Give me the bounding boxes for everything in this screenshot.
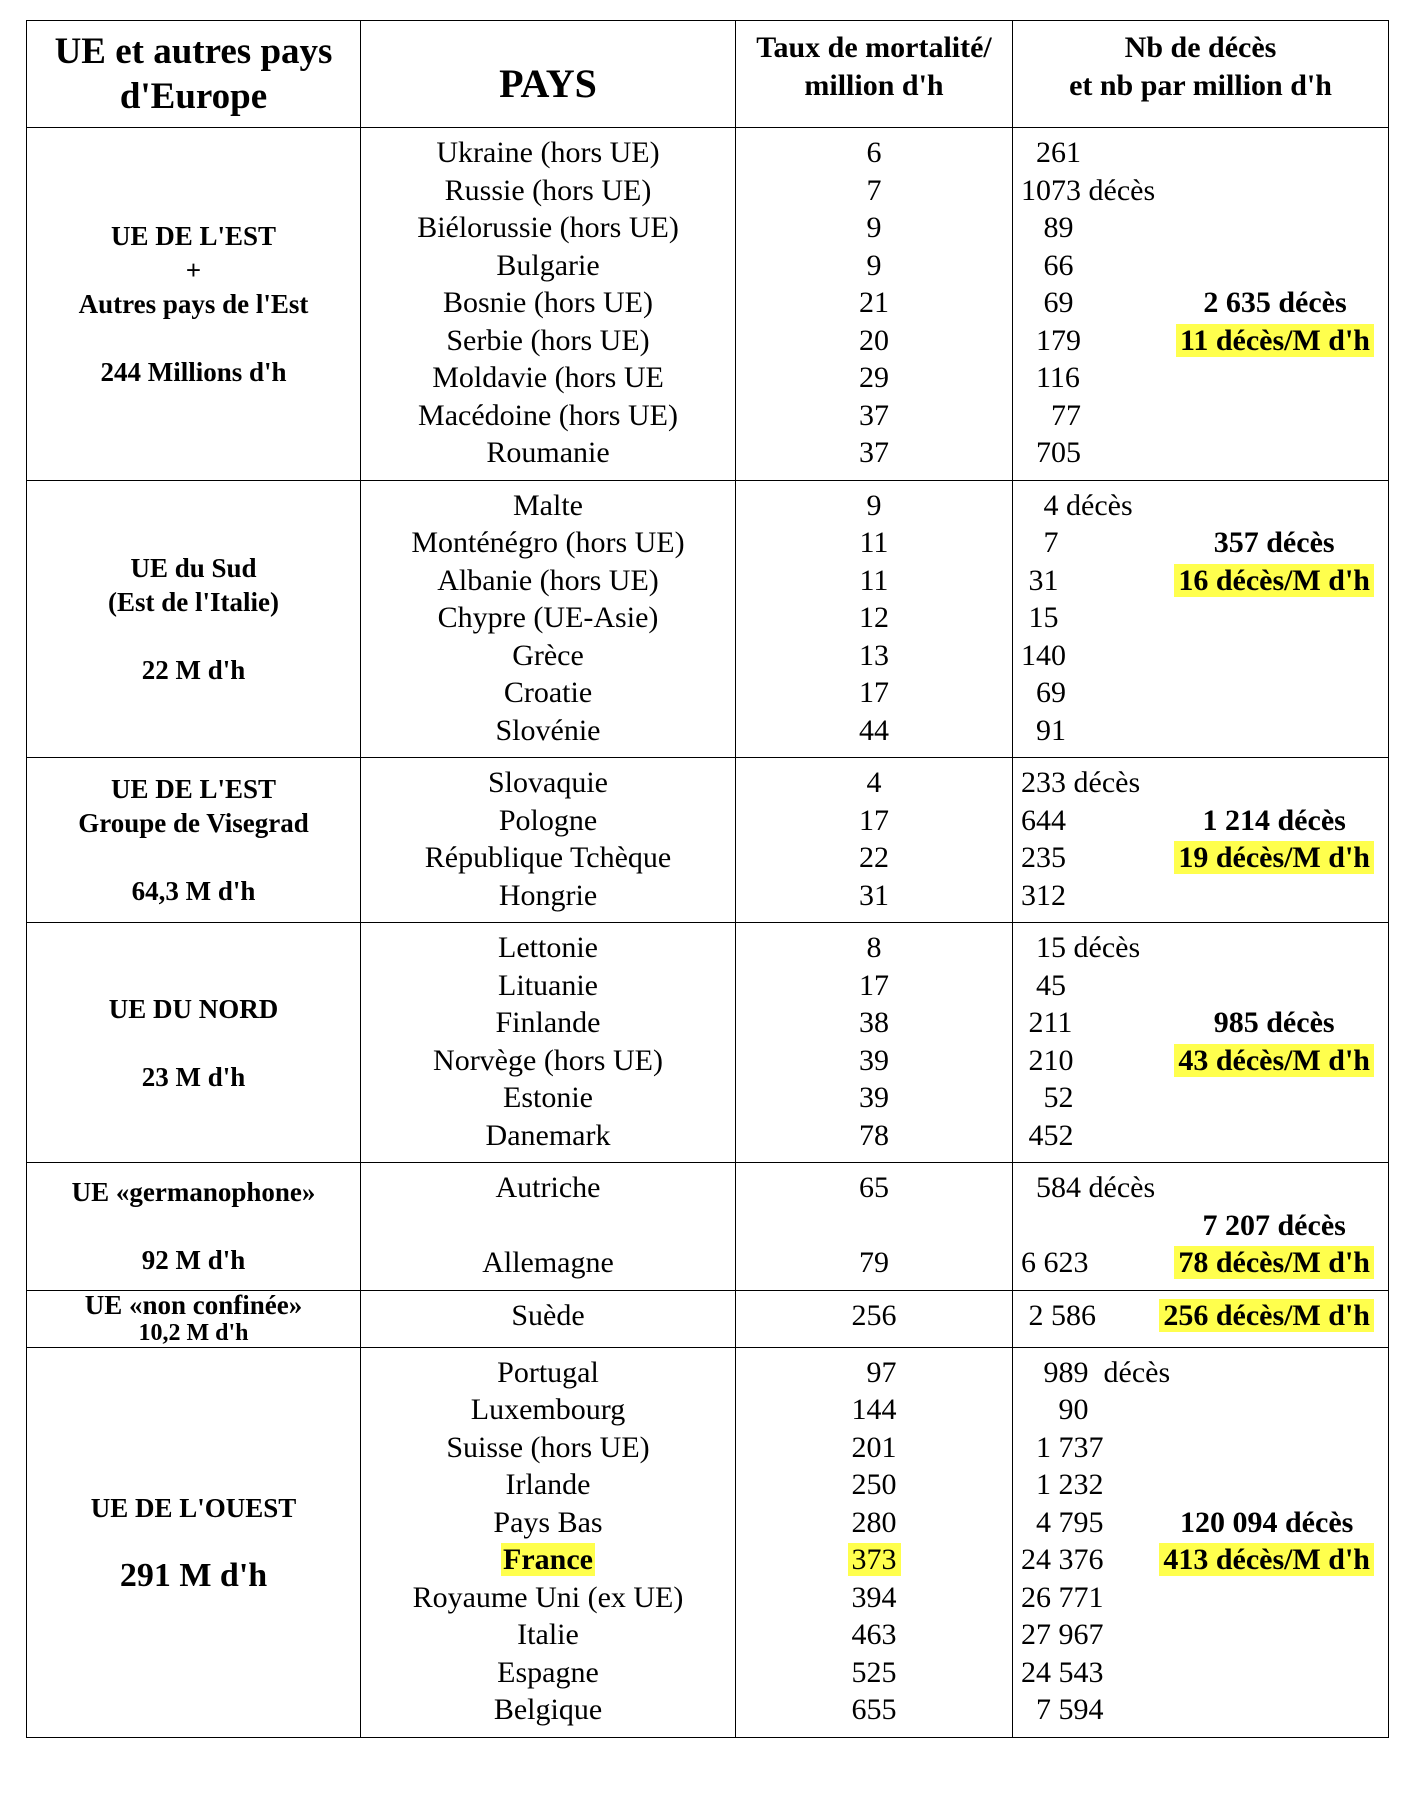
rate-value: 78 bbox=[859, 1118, 889, 1152]
header-region bbox=[27, 21, 361, 128]
country-name: Belgique bbox=[493, 1693, 603, 1726]
deaths-value: 69 bbox=[1021, 676, 1066, 709]
summary-rate bbox=[1174, 1244, 1374, 1282]
group-summary bbox=[1174, 1207, 1374, 1282]
country-name: Croatie bbox=[503, 676, 593, 709]
rate-value: 11 bbox=[859, 563, 889, 597]
deaths-value: 45 bbox=[1021, 968, 1066, 1002]
region-line bbox=[27, 1525, 360, 1559]
country-cell bbox=[361, 758, 736, 923]
rate-value: 655 bbox=[851, 1693, 897, 1726]
summary-total: 2 635 décès bbox=[1203, 286, 1347, 319]
deaths-value: 4 795 bbox=[1021, 1505, 1104, 1539]
deaths-cell bbox=[1013, 1163, 1389, 1291]
region-line bbox=[27, 840, 360, 874]
country-name: Italie bbox=[517, 1618, 579, 1651]
country-cell bbox=[361, 923, 736, 1163]
region-cell bbox=[27, 480, 361, 758]
rate-cell bbox=[736, 480, 1013, 758]
table-body bbox=[27, 128, 1389, 1738]
region-line: 23 M d'h bbox=[141, 1061, 246, 1092]
region-line: UE du Sud bbox=[130, 552, 257, 583]
country-cell bbox=[361, 1347, 736, 1737]
header-row bbox=[27, 21, 1389, 128]
deaths-cell bbox=[1013, 1347, 1389, 1737]
country-name: Luxembourg bbox=[470, 1393, 626, 1426]
deaths-value: 90 bbox=[1021, 1393, 1089, 1426]
rate-value: 37 bbox=[859, 436, 889, 469]
country-cell bbox=[361, 1163, 736, 1291]
rate-cell bbox=[736, 923, 1013, 1163]
region-line: UE DU NORD bbox=[108, 993, 279, 1024]
region-line: UE DE L'OUEST bbox=[90, 1493, 297, 1523]
country-name: Roumanie bbox=[486, 436, 610, 469]
deaths-value: 261 bbox=[1021, 136, 1081, 169]
country-name: Monténégro (hors UE) bbox=[411, 526, 685, 559]
rate-value: 256 bbox=[851, 1298, 897, 1332]
rate-value: 39 bbox=[859, 1043, 889, 1077]
deaths-value: 1 232 bbox=[1021, 1468, 1104, 1501]
rate-value: 17 bbox=[859, 676, 889, 709]
deaths-value: 705 bbox=[1021, 436, 1081, 469]
country-cell bbox=[361, 1290, 736, 1347]
rate-value: 37 bbox=[859, 398, 889, 432]
country-name: Macédoine (hors UE) bbox=[418, 398, 678, 432]
region-line: UE DE L'EST bbox=[110, 220, 277, 251]
header-deaths-line2: et nb par million d'h bbox=[1069, 69, 1332, 102]
country-name: Moldavie (hors UE bbox=[432, 361, 664, 394]
region-cell bbox=[27, 1290, 361, 1347]
country-name: Malte bbox=[513, 488, 583, 522]
region-line: 291 M d'h bbox=[119, 1557, 268, 1594]
region-line: Groupe de Visegrad bbox=[78, 808, 309, 838]
deaths-value: 31 bbox=[1021, 563, 1059, 597]
country-name: Bulgarie bbox=[496, 248, 600, 282]
country-name: Irlande bbox=[505, 1468, 591, 1501]
country-name: Slovénie bbox=[495, 713, 601, 747]
deaths-cell bbox=[1013, 128, 1389, 481]
summary-rate-highlight: 256 décès/M d'h bbox=[1159, 1299, 1374, 1332]
deaths-value: 2 586 bbox=[1021, 1298, 1096, 1332]
header-deaths-line1: Nb de décès bbox=[1124, 31, 1277, 64]
header-rate-line2: million d'h bbox=[804, 69, 944, 102]
country-name: Allemagne bbox=[482, 1246, 614, 1279]
deaths-cell bbox=[1013, 923, 1389, 1163]
table-row bbox=[27, 1347, 1389, 1737]
rate-value: 44 bbox=[859, 713, 889, 747]
region-line: UE DE L'EST bbox=[110, 774, 277, 804]
country-name: Suède bbox=[511, 1298, 585, 1332]
rate-value: 12 bbox=[859, 601, 889, 634]
country-name: Espagne bbox=[497, 1655, 599, 1689]
deaths-value: 1073 décès bbox=[1021, 173, 1156, 207]
rate-value bbox=[736, 1207, 1012, 1245]
deaths-cell bbox=[1013, 758, 1389, 923]
header-region-line1: UE et autres pays bbox=[54, 31, 333, 72]
country-name: Albanie (hors UE) bbox=[437, 563, 659, 597]
header-deaths bbox=[1013, 21, 1389, 128]
rate-value: 280 bbox=[851, 1505, 897, 1539]
rate-value: 394 bbox=[851, 1580, 897, 1614]
deaths-value: 1 737 bbox=[1021, 1430, 1104, 1464]
summary-total: 357 décès bbox=[1213, 526, 1335, 559]
region-line: Autres pays de l'Est bbox=[78, 288, 309, 319]
country-name: Hongrie bbox=[498, 878, 598, 912]
country-name: Lettonie bbox=[498, 931, 598, 964]
rate-value: 97 bbox=[851, 1355, 897, 1389]
region-line bbox=[27, 1026, 360, 1060]
rate-value: 65 bbox=[859, 1171, 889, 1204]
rate-value: 525 bbox=[851, 1655, 897, 1689]
deaths-value: 210 bbox=[1021, 1043, 1074, 1077]
deaths-value: 452 bbox=[1021, 1118, 1074, 1152]
rate-value: 9 bbox=[866, 211, 882, 244]
rate-value: 17 bbox=[859, 968, 889, 1002]
region-line: 10,2 M d'h bbox=[138, 1319, 249, 1346]
country-name: Portugal bbox=[497, 1355, 599, 1389]
country-name-highlight: France bbox=[503, 1543, 593, 1576]
rate-value bbox=[736, 1541, 1012, 1579]
region-line: UE «non confinée» bbox=[84, 1289, 303, 1320]
region-line: 92 M d'h bbox=[141, 1245, 246, 1276]
deaths-value: 233 décès bbox=[1021, 766, 1141, 799]
summary-rate bbox=[1174, 1042, 1374, 1080]
country-name: Russie (hors UE) bbox=[444, 173, 652, 207]
region-line: + bbox=[185, 254, 202, 285]
group-summary bbox=[1159, 1297, 1374, 1335]
rate-value: 13 bbox=[859, 638, 889, 672]
summary-total: 1 214 décès bbox=[1202, 803, 1346, 837]
table-row bbox=[27, 128, 1389, 481]
rate-value: 21 bbox=[859, 286, 889, 319]
rate-value: 8 bbox=[866, 931, 882, 964]
deaths-value: 52 bbox=[1021, 1081, 1074, 1114]
deaths-value: 584 décès bbox=[1021, 1171, 1156, 1204]
country-name bbox=[361, 1541, 735, 1579]
summary-rate-highlight: 413 décès/M d'h bbox=[1159, 1543, 1374, 1576]
summary-rate bbox=[1174, 562, 1374, 600]
deaths-value: 7 594 bbox=[1021, 1693, 1104, 1726]
header-rate-line1: Taux de mortalité/ bbox=[756, 31, 992, 64]
deaths-value: 7 bbox=[1021, 526, 1059, 559]
country-name: Biélorussie (hors UE) bbox=[417, 211, 679, 244]
country-name: Estonie bbox=[503, 1081, 593, 1114]
rate-value: 31 bbox=[859, 878, 889, 912]
rate-value: 6 bbox=[866, 136, 882, 169]
header-region-line2: d'Europe bbox=[119, 76, 268, 117]
rate-value: 38 bbox=[859, 1006, 889, 1039]
rate-cell bbox=[736, 128, 1013, 481]
deaths-cell bbox=[1013, 1290, 1389, 1347]
summary-rate-highlight: 16 décès/M d'h bbox=[1174, 564, 1374, 597]
country-cell bbox=[361, 480, 736, 758]
summary-rate bbox=[1174, 839, 1374, 877]
table-row bbox=[27, 480, 1389, 758]
country-name: Finlande bbox=[495, 1006, 601, 1039]
deaths-value: 91 bbox=[1021, 713, 1066, 747]
country-name: Ukraine (hors UE) bbox=[436, 136, 660, 169]
rate-value: 463 bbox=[851, 1618, 897, 1651]
rate-value: 17 bbox=[859, 803, 889, 837]
summary-rate-highlight: 19 décès/M d'h bbox=[1174, 841, 1374, 874]
deaths-value: 235 bbox=[1021, 841, 1066, 874]
deaths-value: 6 623 bbox=[1021, 1246, 1089, 1279]
rate-cell bbox=[736, 1163, 1013, 1291]
country-name: Chypre (UE-Asie) bbox=[437, 601, 659, 634]
country-name: Norvège (hors UE) bbox=[433, 1043, 663, 1077]
deaths-value: 66 bbox=[1021, 248, 1074, 282]
summary-rate-highlight: 11 décès/M d'h bbox=[1176, 324, 1374, 357]
table-row bbox=[27, 1290, 1389, 1347]
rate-value: 39 bbox=[859, 1081, 889, 1114]
deaths-value: 15 décès bbox=[1021, 931, 1141, 964]
rate-value: 11 bbox=[859, 526, 889, 559]
deaths-value: 211 bbox=[1021, 1006, 1073, 1039]
region-line: 244 Millions d'h bbox=[100, 356, 287, 387]
country-name: Bosnie (hors UE) bbox=[443, 286, 653, 319]
group-summary bbox=[1176, 284, 1374, 359]
rate-value: 250 bbox=[851, 1468, 897, 1501]
region-line bbox=[27, 1209, 360, 1243]
region-cell bbox=[27, 128, 361, 481]
rate-cell bbox=[736, 1347, 1013, 1737]
country-name: Royaume Uni (ex UE) bbox=[412, 1580, 684, 1614]
deaths-value: 989 décès bbox=[1021, 1355, 1171, 1389]
country-name: Danemark bbox=[485, 1118, 611, 1152]
country-name: Lituanie bbox=[498, 968, 598, 1002]
table-row bbox=[27, 758, 1389, 923]
rate-value: 79 bbox=[859, 1246, 889, 1279]
country-name: Slovaquie bbox=[488, 766, 608, 799]
rate-value: 29 bbox=[859, 361, 889, 394]
rate-value: 9 bbox=[866, 488, 882, 522]
summary-rate bbox=[1159, 1297, 1374, 1335]
summary-rate bbox=[1159, 1541, 1374, 1579]
region-cell bbox=[27, 923, 361, 1163]
deaths-value: 312 bbox=[1021, 878, 1066, 912]
deaths-value: 644 bbox=[1021, 803, 1066, 837]
country-name: Suisse (hors UE) bbox=[446, 1430, 650, 1464]
deaths-value: 116 bbox=[1021, 361, 1080, 394]
country-name: Grèce bbox=[512, 638, 584, 672]
summary-total: 7 207 décès bbox=[1202, 1208, 1346, 1242]
summary-total: 120 094 décès bbox=[1180, 1505, 1354, 1539]
country-name: République Tchèque bbox=[424, 841, 672, 874]
deaths-value: 89 bbox=[1021, 211, 1074, 244]
group-summary bbox=[1174, 802, 1374, 877]
rate-value: 4 bbox=[866, 766, 882, 799]
deaths-value: 4 décès bbox=[1021, 488, 1133, 522]
summary-total: 985 décès bbox=[1213, 1006, 1335, 1039]
deaths-value: 24 543 bbox=[1021, 1655, 1104, 1689]
summary-rate-highlight: 78 décès/M d'h bbox=[1174, 1246, 1374, 1279]
deaths-value: 27 967 bbox=[1021, 1618, 1104, 1651]
country-name: Pays Bas bbox=[493, 1505, 603, 1539]
country-name: Pologne bbox=[498, 803, 598, 837]
summary-rate bbox=[1176, 322, 1374, 360]
country-name: Autriche bbox=[495, 1171, 601, 1204]
country-cell bbox=[361, 128, 736, 481]
region-cell bbox=[27, 1347, 361, 1737]
region-line: 64,3 M d'h bbox=[131, 876, 256, 906]
group-summary bbox=[1174, 524, 1374, 599]
group-summary bbox=[1174, 1004, 1374, 1079]
group-summary bbox=[1159, 1504, 1374, 1579]
deaths-value: 179 bbox=[1021, 323, 1081, 357]
rate-value: 144 bbox=[851, 1393, 897, 1426]
mortality-table bbox=[26, 20, 1389, 1738]
rate-value: 7 bbox=[866, 173, 882, 207]
region-line bbox=[27, 321, 360, 355]
country-name bbox=[361, 1207, 735, 1245]
table-row bbox=[27, 1163, 1389, 1291]
deaths-value: 24 376 bbox=[1021, 1543, 1104, 1576]
deaths-cell bbox=[1013, 480, 1389, 758]
region-line: (Est de l'Italie) bbox=[108, 586, 279, 617]
header-rate bbox=[736, 21, 1013, 128]
region-line: UE «germanophone» bbox=[71, 1177, 316, 1208]
region-cell bbox=[27, 1163, 361, 1291]
rate-value: 201 bbox=[851, 1430, 897, 1464]
deaths-value: 26 771 bbox=[1021, 1580, 1104, 1614]
rate-cell bbox=[736, 1290, 1013, 1347]
rate-value: 22 bbox=[859, 841, 889, 874]
rate-value: 20 bbox=[859, 323, 889, 357]
region-line: 22 M d'h bbox=[141, 654, 246, 685]
deaths-value: 77 bbox=[1021, 398, 1081, 432]
summary-rate-highlight: 43 décès/M d'h bbox=[1174, 1044, 1374, 1077]
rate-cell bbox=[736, 758, 1013, 923]
table-row bbox=[27, 923, 1389, 1163]
deaths-value: 15 bbox=[1021, 601, 1059, 634]
header-country: PAYS bbox=[361, 21, 736, 128]
region-cell bbox=[27, 758, 361, 923]
deaths-value: 69 bbox=[1021, 286, 1074, 319]
region-line bbox=[27, 619, 360, 653]
rate-value: 9 bbox=[866, 248, 882, 282]
country-name: Serbie (hors UE) bbox=[446, 323, 650, 357]
deaths-value: 140 bbox=[1021, 638, 1066, 672]
rate-value-highlight: 373 bbox=[848, 1543, 901, 1576]
